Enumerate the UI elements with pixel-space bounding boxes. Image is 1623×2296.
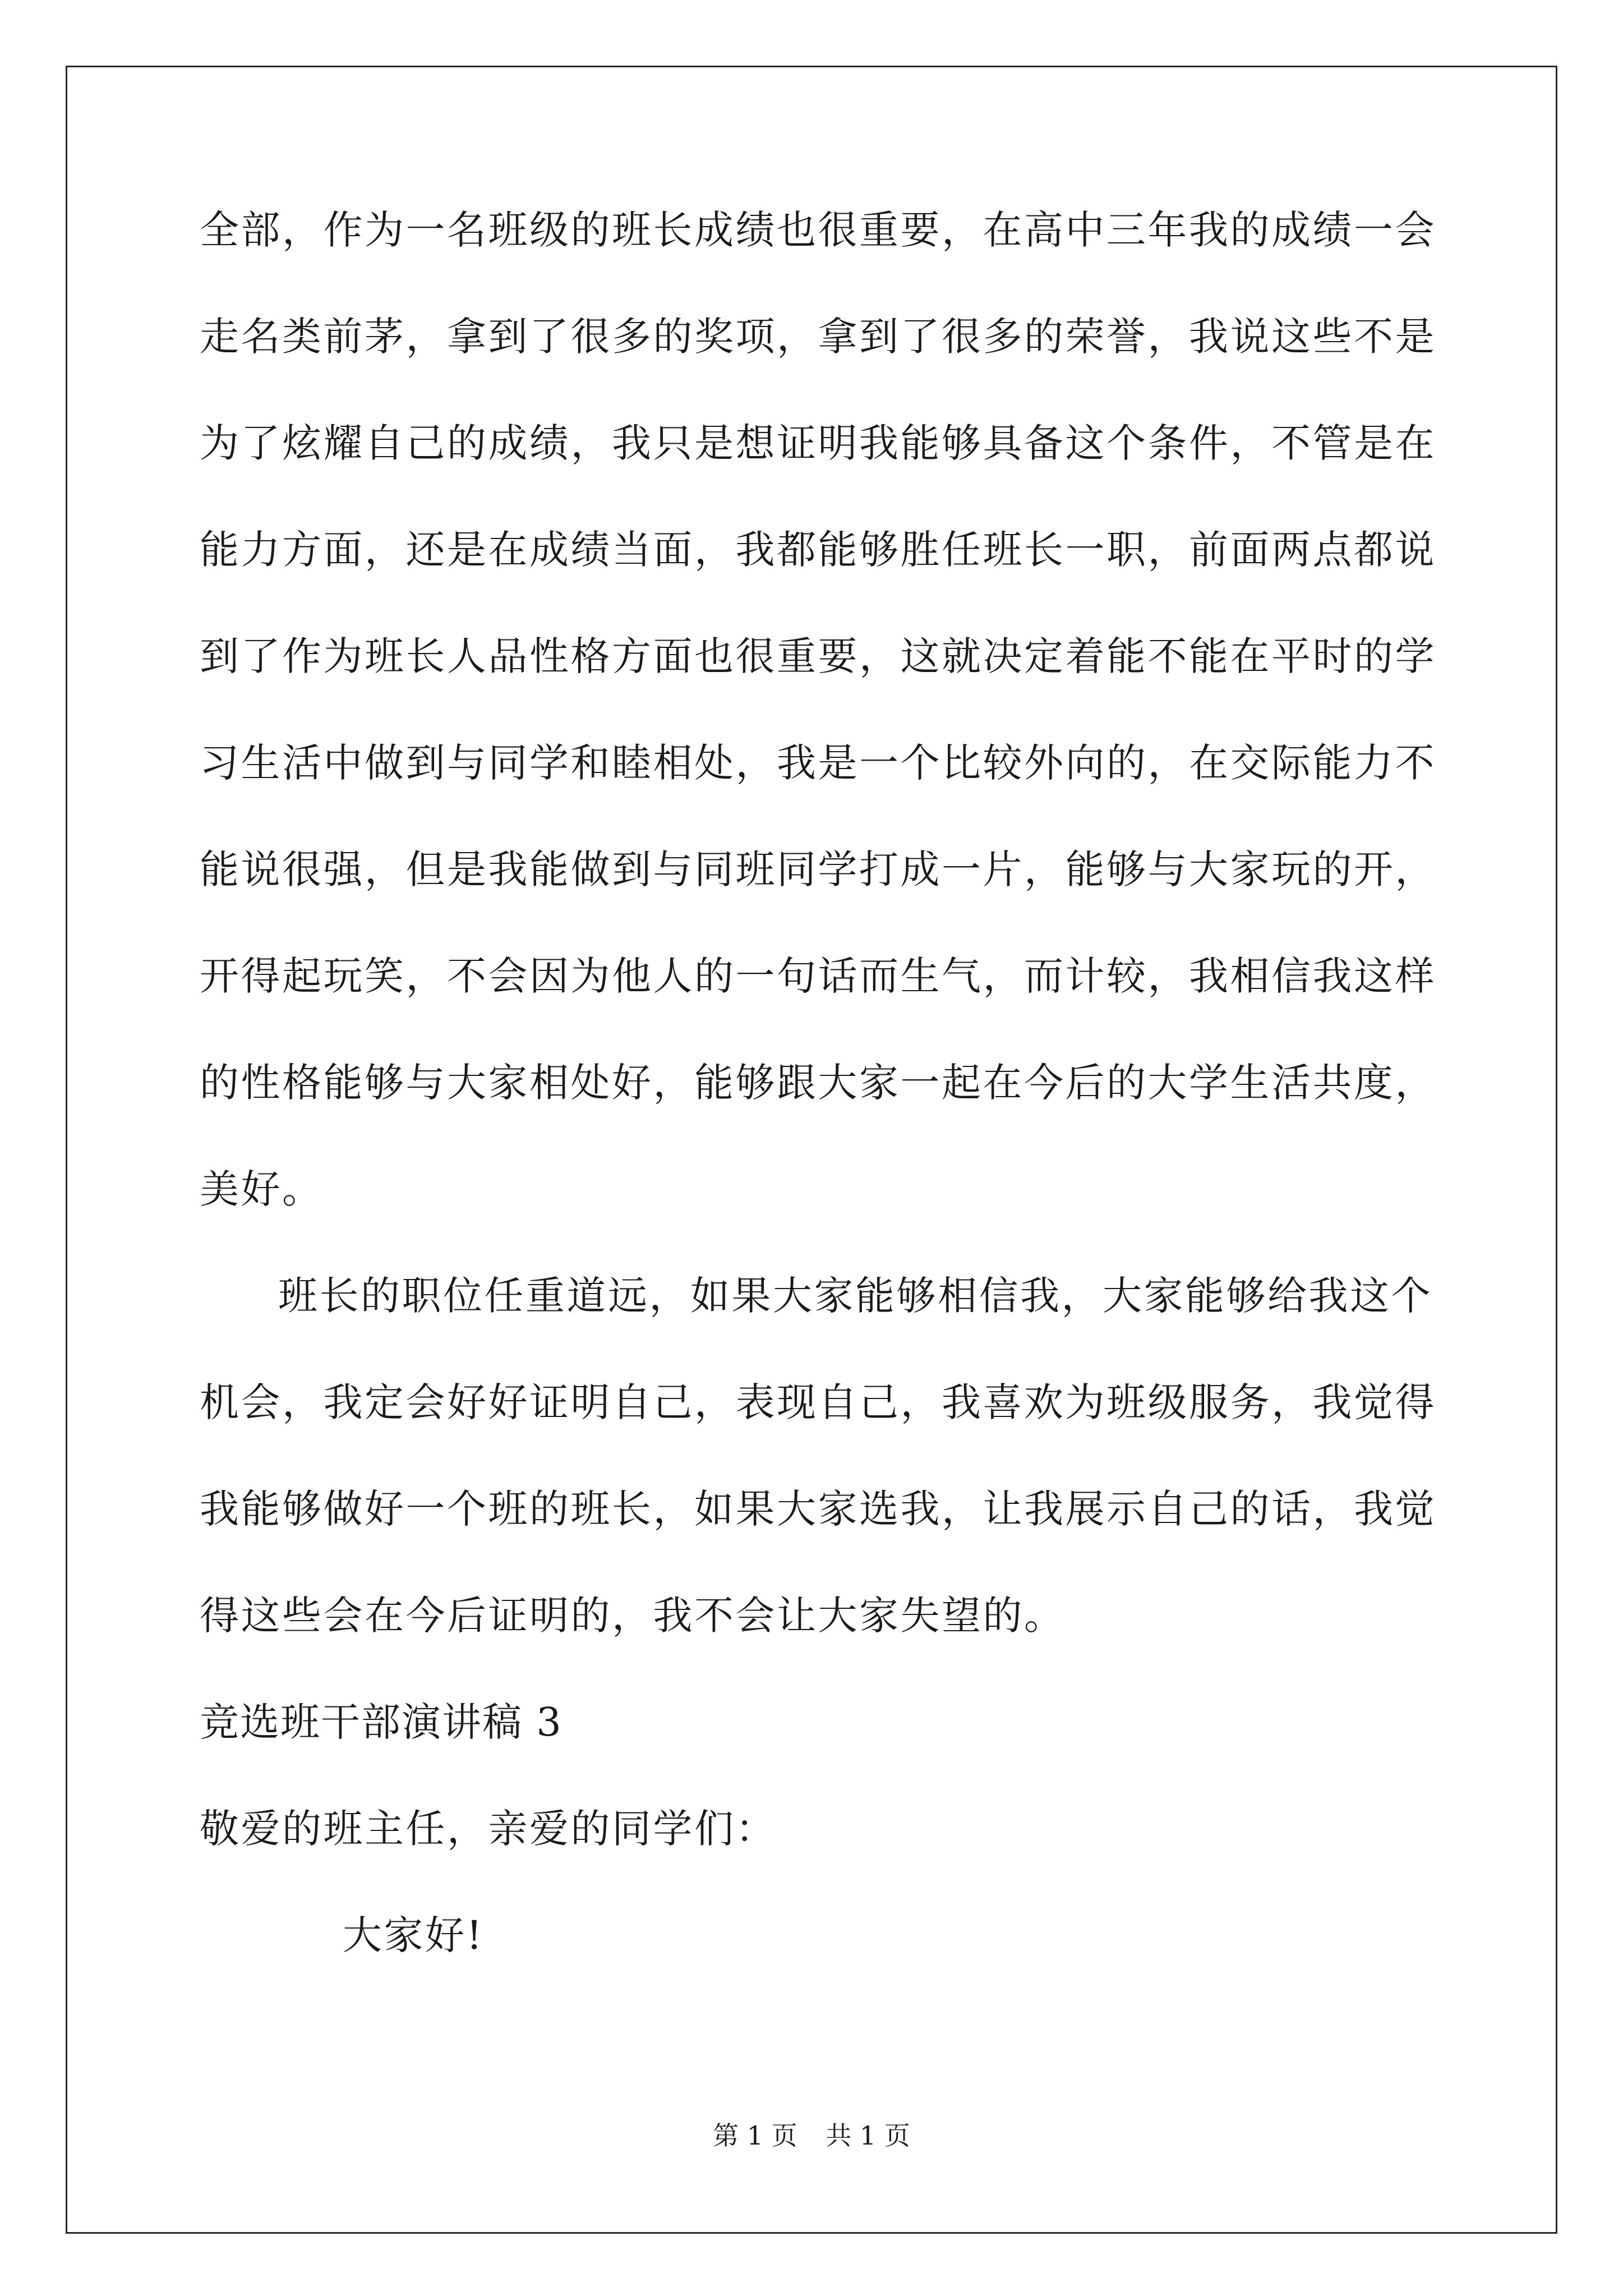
paragraph-line: 班长的职位任重道远，如果大家能够相信我，大家能够给我这个 — [278, 1273, 1432, 1319]
paragraph-line: 能力方面，还是在成绩当面，我都能够胜任班长一职，前面两点都说 — [200, 527, 1436, 573]
document-body — [200, 202, 1436, 2014]
paragraph-line: 我能够做好一个班的班长，如果大家选我，让我展示自己的话，我觉 — [200, 1486, 1436, 1532]
paragraph-line: 美好。 — [200, 1166, 324, 1212]
page-number-current: 第 1 页 — [713, 2120, 797, 2151]
paragraph-line: 习生活中做到与同学和睦相处，我是一个比较外向的，在交际能力不 — [200, 740, 1436, 786]
paragraph-line: 走名类前茅，拿到了很多的奖项，拿到了很多的荣誉，我说这些不是 — [200, 314, 1436, 360]
paragraph-line: 得这些会在今后证明的，我不会让大家失望的。 — [200, 1593, 1066, 1639]
paragraph-line: 的性格能够与大家相处好，能够跟大家一起在今后的大学生活共度， — [200, 1060, 1436, 1106]
paragraph-line: 能说很强，但是我能做到与同班同学打成一片，能够与大家玩的开， — [200, 846, 1436, 892]
paragraph-line: 全部，作为一名班级的班长成绩也很重要，在高中三年我的成绩一会 — [200, 207, 1436, 253]
page-footer — [0, 2119, 1623, 2152]
greeting: 大家好! — [343, 1912, 485, 1958]
paragraph-line: 机会，我定会好好证明自己，表现自己，我喜欢为班级服务，我觉得 — [200, 1379, 1436, 1425]
paragraph-line: 为了炫耀自己的成绩，我只是想证明我能够具备这个条件，不管是在 — [200, 420, 1436, 466]
paragraph-line: 到了作为班长人品性格方面也很重要，这就决定着能不能在平时的学 — [200, 633, 1436, 679]
section-heading: 竞选班干部演讲稿 3 — [200, 1699, 562, 1745]
paragraph-line: 开得起玩笑，不会因为他人的一句话而生气，而计较，我相信我这样 — [200, 953, 1436, 999]
page-number-total: 共 1 页 — [826, 2120, 910, 2151]
salutation: 敬爱的班主任，亲爱的同学们： — [200, 1806, 777, 1852]
